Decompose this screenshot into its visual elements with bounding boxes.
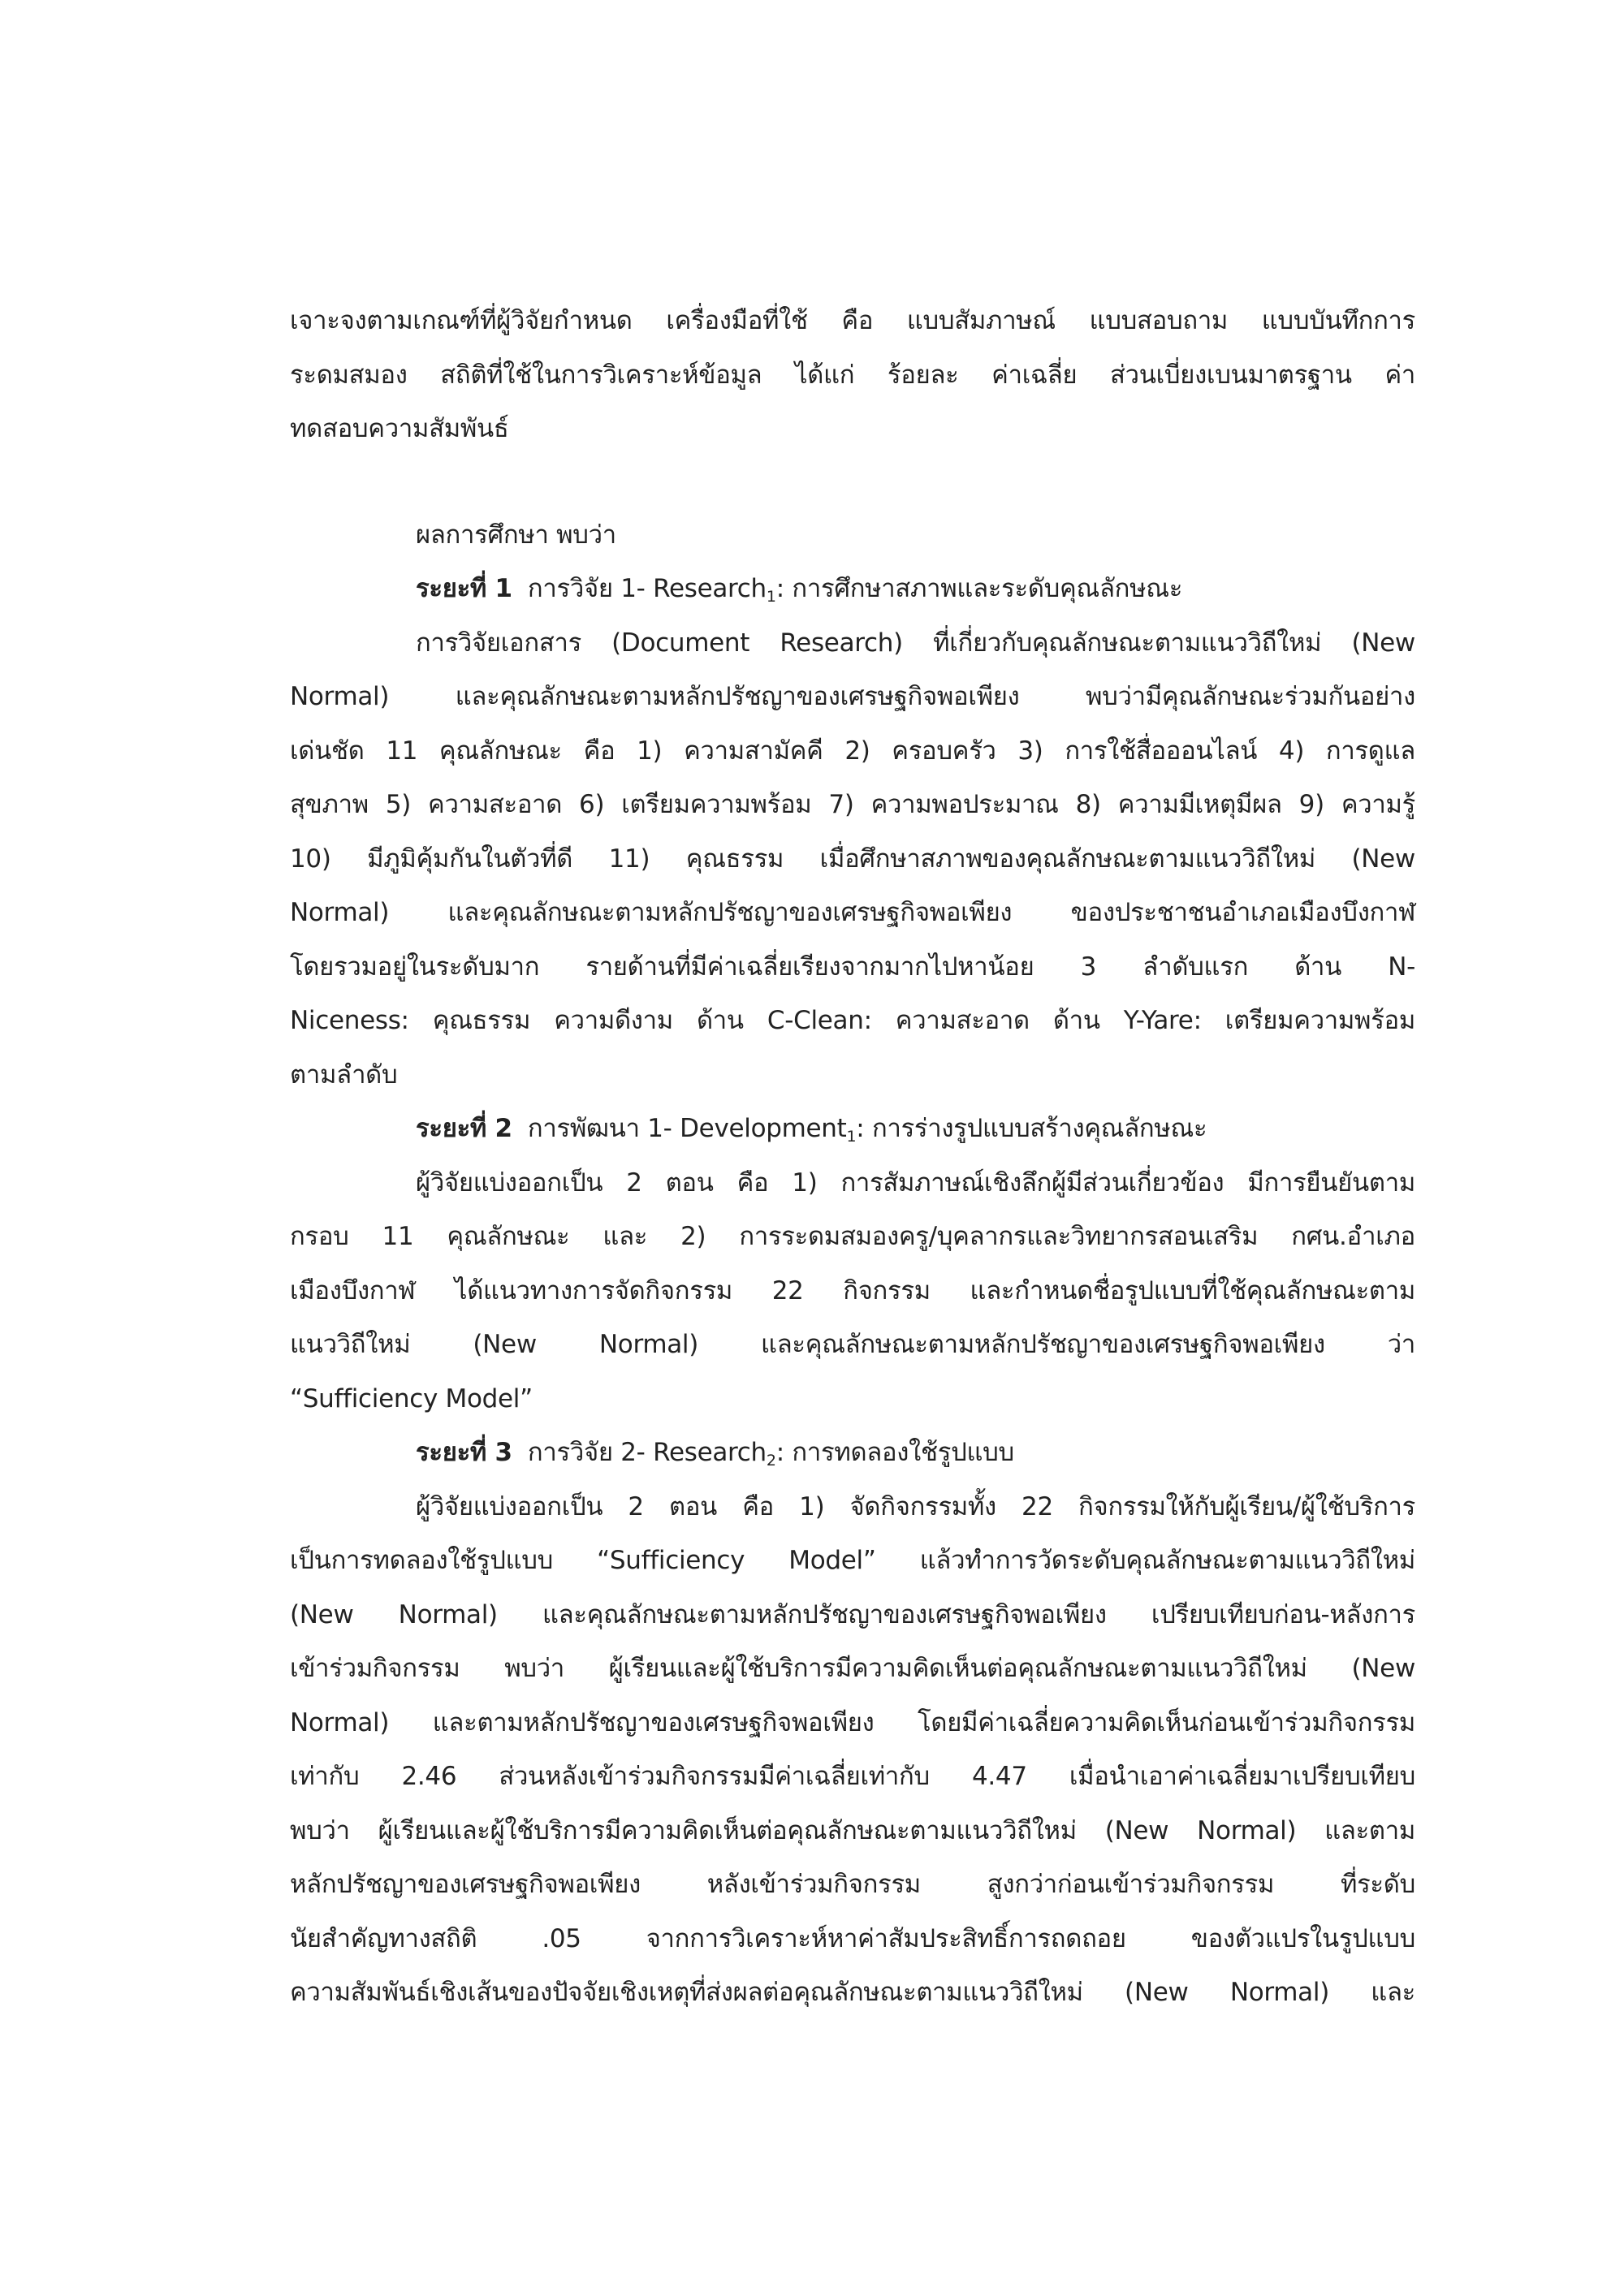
phase1-line: โดยรวมอยู่ในระดับมาก รายด้านที่มีค่าเฉลี่ยเรียงจากมากไปหาน้อย 3 ลำดับแรก ด้าน N- bbox=[290, 952, 1415, 982]
phase3-title-post: : การทดลองใช้รูปแบบ bbox=[775, 1438, 1014, 1467]
phase2-title-post: : การร่างรูปแบบสร้างคุณลักษณะ bbox=[856, 1114, 1207, 1143]
phase1-line: การวิจัยเอกสาร (Document Research) ที่เกี่ยวกับคุณลักษณะตามแนววิถีใหม่ (New bbox=[416, 628, 1415, 658]
phase3-heading bbox=[290, 1426, 1415, 1480]
text-line: ทดสอบความสัมพันธ์ bbox=[290, 414, 509, 443]
phase3-title-pre: การวิจัย 2- Research bbox=[527, 1438, 767, 1467]
phase2-line: แนววิถีใหม่ (New Normal) และคุณลักษณะตามหลักปรัชญาของเศรษฐกิจพอเพียง ว่า bbox=[290, 1330, 1415, 1359]
phase3-line: Normal) และตามหลักปรัชญาของเศรษฐกิจพอเพียง โดยมีค่าเฉลี่ยความคิดเห็นก่อนเข้าร่วมกิจกรรม bbox=[290, 1707, 1415, 1737]
phase2-line: เมืองบึงกาฬ ได้แนวทางการจัดกิจกรรม 22 กิจกรรม และกำหนดชื่อรูปแบบที่ใช้คุณลักษณะตาม bbox=[290, 1275, 1415, 1306]
phase1-line: สุขภาพ 5) ความสะอาด 6) เตรียมความพร้อม 7) ความพอประมาณ 8) ความมีเหตุมีผล 9) ความรู้ bbox=[290, 790, 1415, 819]
phase1-title-post: : การศึกษาสภาพและระดับคุณลักษณะ bbox=[775, 574, 1183, 603]
paragraph-gap bbox=[290, 456, 1415, 508]
phase1-line: Niceness: คุณธรรม ความดีงาม ด้าน C-Clean: ความสะอาด ด้าน Y-Yare: เตรียมความพร้อม bbox=[290, 1006, 1415, 1035]
phase1-line: 10) มีภูมิคุ้มกันในตัวที่ดี 11) คุณธรรม เมื่อศึกษาสภาพของคุณลักษณะตามแนววิถีใหม่ (New bbox=[290, 844, 1415, 874]
phase1-heading bbox=[290, 562, 1415, 616]
phase3-label: ระยะที่ 3 bbox=[416, 1438, 512, 1467]
phase1-line: ตามลำดับ bbox=[290, 1060, 398, 1090]
phase3-line: เข้าร่วมกิจกรรม พบว่า ผู้เรียนและผู้ใช้บริการมีความคิดเห็นต่อคุณลักษณะตามแนววิถีใหม่ (New bbox=[290, 1654, 1415, 1683]
phase2-line: ผู้วิจัยแบ่งออกเป็น 2 ตอน คือ 1) การสัมภาษณ์เชิงลึกผู้มีส่วนเกี่ยวข้อง มีการยืนยันตาม bbox=[416, 1167, 1415, 1198]
phase3-line: ความสัมพันธ์เชิงเส้นของปัจจัยเชิงเหตุที่ส่งผลต่อคุณลักษณะตามแนววิถีใหม่ (New Normal) และ bbox=[290, 1978, 1415, 2007]
phase1-line: Normal) และคุณลักษณะตามหลักปรัชญาของเศรษฐกิจพอเพียง พบว่ามีคุณลักษณะร่วมกันอย่าง bbox=[290, 682, 1415, 711]
phase3-line: พบว่า ผู้เรียนและผู้ใช้บริการมีความคิดเห็นต่อคุณลักษณะตามแนววิถีใหม่ (New Normal) และตาม bbox=[290, 1815, 1415, 1845]
phase3-line: (New Normal) และคุณลักษณะตามหลักปรัชญาของเศรษฐกิจพอเพียง เปรียบเทียบก่อน-หลังการ bbox=[290, 1599, 1415, 1629]
phase3-line: ผู้วิจัยแบ่งออกเป็น 2 ตอน คือ 1) จัดกิจกรรมทั้ง 22 กิจกรรมให้กับผู้เรียน/ผู้ใช้บริการ bbox=[416, 1491, 1415, 1521]
phase1-title-sub: 1 bbox=[766, 588, 776, 606]
phase1-label: ระยะที่ 1 bbox=[416, 574, 512, 603]
phase2-line: กรอบ 11 คุณลักษณะ และ 2) การระดมสมองครู/บุคลากรและวิทยากรสอนเสริม กศน.อำเภอ bbox=[290, 1222, 1415, 1251]
phase1-line: เด่นชัด 11 คุณลักษณะ คือ 1) ความสามัคคี 2) ครอบครัว 3) การใช้สื่อออนไลน์ 4) การดูแล bbox=[290, 736, 1415, 766]
phase2-title-sub: 1 bbox=[846, 1128, 857, 1146]
phase3-line: หลักปรัชญาของเศรษฐกิจพอเพียง หลังเข้าร่วมกิจกรรม สูงกว่าก่อนเข้าร่วมกิจกรรม ที่ระดับ bbox=[290, 1870, 1415, 1899]
results-heading: ผลการศึกษา พบว่า bbox=[416, 520, 616, 550]
document-body bbox=[290, 294, 1415, 2020]
phase3-line: นัยสำคัญทางสถิติ .05 จากการวิเคราะห์หาค่าสัมประสิทธิ์การถดถอย ของตัวแปรในรูปแบบ bbox=[290, 1923, 1415, 1953]
phase3-line: เป็นการทดลองใช้รูปแบบ “Sufficiency Model” แล้วทำการวัดระดับคุณลักษณะตามแนววิถีใหม่ bbox=[290, 1546, 1415, 1575]
phase1-line: Normal) และคุณลักษณะตามหลักปรัชญาของเศรษฐกิจพอเพียง ของประชาชนอำเภอเมืองบึงกาฬ bbox=[290, 898, 1415, 927]
phase2-label: ระยะที่ 2 bbox=[416, 1114, 512, 1143]
text-line: ระดมสมอง สถิติที่ใช้ในการวิเคราะห์ข้อมูล ได้แก่ ร้อยละ ค่าเฉลี่ย ส่วนเบี่ยงเบนมาตรฐาน ค่า bbox=[290, 360, 1415, 390]
phase2-heading bbox=[290, 1102, 1415, 1156]
phase1-title-pre: การวิจัย 1- Research bbox=[527, 574, 767, 603]
phase3-title-sub: 2 bbox=[766, 1452, 776, 1470]
phase2-line: “Sufficiency Model” bbox=[290, 1383, 533, 1413]
phase3-line: เท่ากับ 2.46 ส่วนหลังเข้าร่วมกิจกรรมมีค่าเฉลี่ยเท่ากับ 4.47 เมื่อนำเอาค่าเฉลี่ยมาเปรียบเทียบ bbox=[290, 1762, 1415, 1791]
phase2-title-pre: การพัฒนา 1- Development bbox=[527, 1114, 847, 1143]
text-line: เจาะจงตามเกณฑ์ที่ผู้วิจัยกำหนด เครื่องมือที่ใช้ คือ แบบสัมภาษณ์ แบบสอบถาม แบบบันทึกการ bbox=[290, 306, 1415, 335]
